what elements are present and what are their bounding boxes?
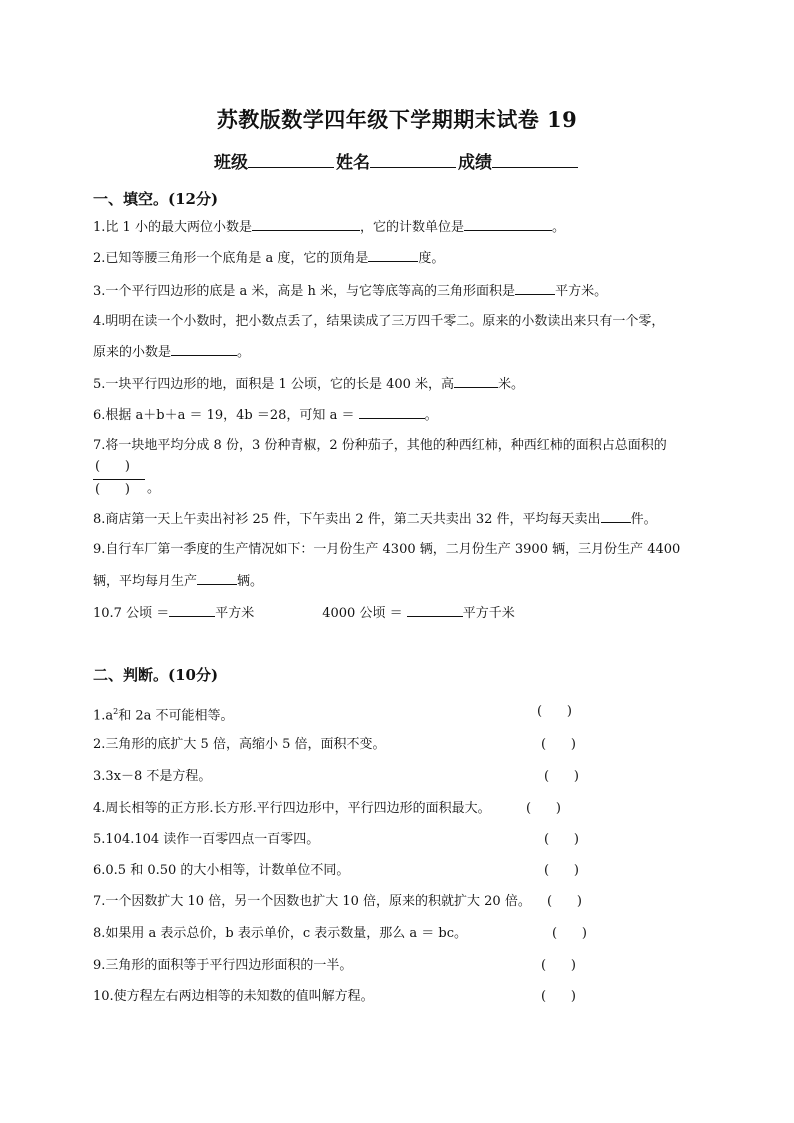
- question-text: 5.104.104 读作一百零四点一百零四。: [93, 832, 320, 847]
- question-text: 原来的小数是: [93, 345, 172, 360]
- answer-parentheses[interactable]: ( ): [541, 737, 576, 752]
- name-label: 姓名: [336, 153, 370, 173]
- question-text: ，它的计数单位是: [359, 220, 464, 235]
- question-1: [93, 217, 714, 237]
- question-9-line-2: [93, 571, 714, 591]
- question-6: [93, 405, 714, 425]
- question-text: 2.三角形的底扩大 5 倍，高缩小 5 倍，面积不变。: [93, 737, 386, 752]
- fraction-bar: [93, 479, 145, 480]
- question-2: [93, 248, 714, 268]
- question-text: 4000 公顷 ＝: [322, 606, 407, 621]
- question-text: 8.商店第一天上午卖出衬衫 25 件，下午卖出 2 件，第二天共卖出 32 件，平均每天卖出: [93, 512, 601, 527]
- question-text: 8.如果用 a 表示总价，b 表示单价，c 表示数量，那么 a ＝ bc。: [93, 926, 468, 941]
- fraction-denominator-blank[interactable]: ( ): [95, 482, 130, 497]
- answer-parentheses[interactable]: ( ): [552, 926, 587, 941]
- answer-parentheses[interactable]: ( ): [537, 704, 572, 719]
- answer-blank[interactable]: [171, 342, 237, 356]
- judge-item-2: [93, 736, 714, 754]
- question-text: 3.3x－8 不是方程。: [93, 769, 212, 784]
- judge-item-3: [93, 768, 714, 786]
- judge-item-4: [93, 800, 714, 818]
- question-text: 。: [147, 481, 161, 496]
- question-text: 和 2a 不可能相等。: [118, 708, 234, 724]
- question-text: 3.一个平行四边形的底是 a 米，高是 h 米，与它等底等高的三角形面积是: [93, 284, 516, 299]
- answer-blank[interactable]: [359, 405, 425, 419]
- question-text: 2.已知等腰三角形一个底角是 a 度，它的顶角是: [93, 251, 369, 266]
- question-7: 7.将一块地平均分成 8 份，3 份种青椒，2 份种茄子，其他的种西红柿，种西红柿的面积占总面积的: [93, 438, 667, 453]
- answer-blank[interactable]: [464, 217, 552, 231]
- answer-blank[interactable]: [368, 248, 418, 262]
- question-text: 4.周长相等的正方形.长方形.平行四边形中，平行四边形的面积最大。: [93, 801, 491, 816]
- question-text: 度。: [418, 251, 445, 266]
- question-text: 9.三角形的面积等于平行四边形面积的一半。: [93, 958, 353, 973]
- answer-parentheses[interactable]: ( ): [541, 958, 576, 973]
- question-text: 1.比 1 小的最大两位小数是: [93, 220, 252, 235]
- answer-blank[interactable]: [515, 281, 555, 295]
- answer-parentheses[interactable]: ( ): [544, 769, 579, 784]
- question-text: 1.a: [93, 708, 114, 724]
- answer-parentheses[interactable]: ( ): [547, 894, 582, 909]
- judge-item-9: [93, 957, 714, 975]
- class-label: 班级: [214, 153, 248, 173]
- score-label: 成绩: [458, 153, 492, 173]
- question-text: 7.一个因数扩大 10 倍，另一个因数也扩大 10 倍，原来的积就扩大 20 倍。: [93, 894, 531, 909]
- superscript: 2: [113, 707, 119, 716]
- question-text: 6.根据 a＋b＋a ＝ 19，4b ＝28，可知 a ＝: [93, 408, 359, 423]
- question-10: [93, 603, 714, 623]
- section-fill-in-heading: 一、填空。(12分): [93, 190, 219, 208]
- judge-item-7: [93, 893, 714, 911]
- exam-title: 苏教版数学四年级下学期期末试卷 19: [216, 107, 578, 132]
- answer-parentheses[interactable]: ( ): [544, 832, 579, 847]
- answer-blank[interactable]: [197, 571, 237, 585]
- question-5: [93, 374, 714, 394]
- question-text: 平方米。: [555, 284, 608, 299]
- judge-item-1: [93, 703, 714, 725]
- question-text: 辆，平均每月生产: [93, 574, 198, 589]
- answer-parentheses[interactable]: ( ): [526, 801, 561, 816]
- judge-item-5: [93, 831, 714, 849]
- question-text: 平方千米: [462, 606, 515, 621]
- question-4-line-1: 4.明明在读一个小数时，把小数点丢了，结果读成了三万四千零二。原来的小数读出来只有一个零，: [93, 314, 665, 329]
- question-text: 10.7 公顷 ＝: [93, 606, 170, 621]
- name-blank[interactable]: [370, 151, 456, 168]
- score-blank[interactable]: [492, 151, 578, 168]
- judge-item-6: [93, 862, 714, 880]
- answer-parentheses[interactable]: ( ): [541, 989, 576, 1004]
- question-text: 6.0.5 和 0.50 的大小相等，计数单位不同。: [93, 863, 350, 878]
- question-text: 。: [424, 408, 438, 423]
- question-8: [93, 509, 714, 529]
- answer-blank[interactable]: [169, 603, 215, 617]
- question-text: 平方米: [215, 606, 255, 621]
- answer-blank[interactable]: [407, 603, 463, 617]
- judge-item-8: [93, 925, 714, 943]
- question-3: [93, 281, 714, 301]
- question-text: 件。: [630, 512, 657, 527]
- class-blank[interactable]: [248, 151, 334, 168]
- question-text: 米。: [498, 377, 525, 392]
- question-4-line-2: [93, 342, 714, 362]
- question-9-line-1: 9.自行车厂第一季度的生产情况如下：一月份生产 4300 辆，二月份生产 3900 辆，三月份生产 4400: [93, 542, 681, 557]
- answer-parentheses[interactable]: ( ): [544, 863, 579, 878]
- question-text: 。: [551, 220, 565, 235]
- question-text: 10.使方程左右两边相等的未知数的值叫解方程。: [93, 989, 374, 1004]
- question-text: 5.一块平行四边形的地，面积是 1 公顷，它的长是 400 米，高: [93, 377, 455, 392]
- answer-blank[interactable]: [454, 374, 498, 388]
- section-judge-heading: 二、判断。(10分): [93, 666, 219, 684]
- answer-blank[interactable]: [601, 509, 631, 523]
- question-text: 。: [237, 345, 251, 360]
- judge-item-10: [93, 988, 714, 1006]
- student-info-line: [0, 148, 794, 173]
- fraction-numerator-blank[interactable]: ( ): [95, 459, 130, 474]
- question-text: 辆。: [237, 574, 264, 589]
- answer-blank[interactable]: [252, 217, 360, 231]
